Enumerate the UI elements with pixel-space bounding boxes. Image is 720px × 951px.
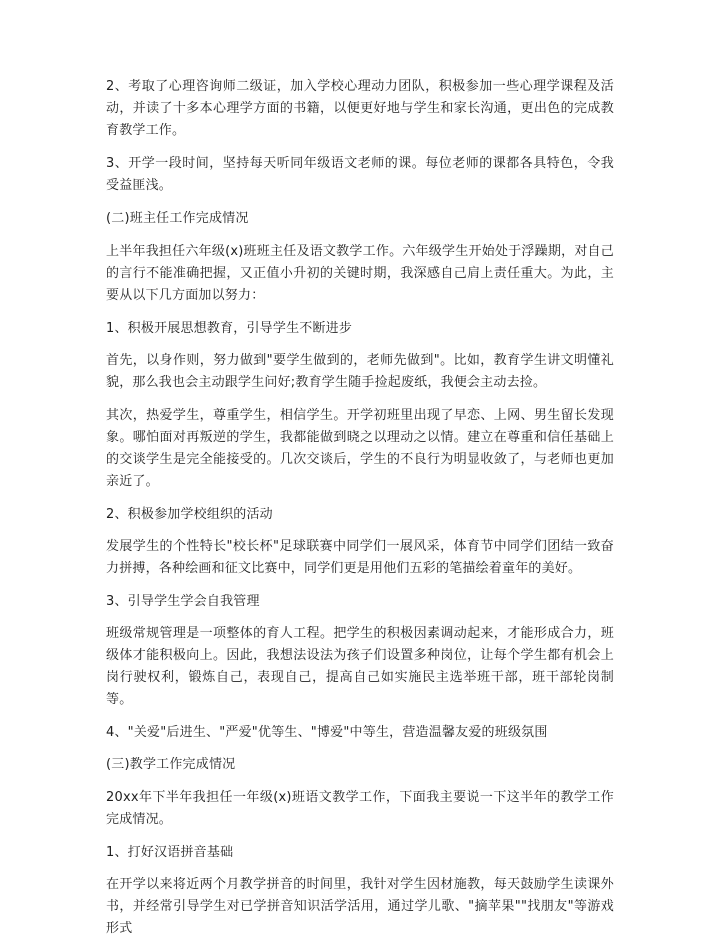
subheading-pinyin-foundation: 1、打好汉语拼音基础 xyxy=(106,845,234,860)
subheading-care-for-students: 4、"关爱"后进生、"严爱"优等生、"博爱"中等生，营造温馨友爱的班级氛围 xyxy=(106,725,548,740)
paragraph-second-love-students: 其次，热爱学生，尊重学生，相信学生。开学初班里出现了早恋、上网、男生留长发现象。哪怕面对再叛逆的学生，我都能做到晓之以理动之以情。建立在尊重和信任基础上的交谈学生是完全能接受的。几次交谈后，学生的不良行为明显收敛了，与老师也更加亲近了。 xyxy=(106,408,614,489)
paragraph-item-3: 3、开学一段时间，坚持每天听同年级语文老师的课。每位老师的课都各具特色，令我受益匪浅。 xyxy=(106,156,614,193)
section-heading-class-teacher: (二)班主任工作完成情况 xyxy=(106,211,249,226)
paragraph-pinyin-teaching: 在开学以来将近两个月教学拼音的时间里，我针对学生因材施教，每天鼓励学生读课外书，并经常引导学生对已学拼音知识活学活用，通过学儿歌、"摘苹果""找朋友"等游戏形式 xyxy=(106,877,614,936)
section-heading-teaching: (三)教学工作完成情况 xyxy=(106,757,236,772)
document-body xyxy=(106,76,614,951)
paragraph-teaching-intro: 20xx年下半年我担任一年级(x)班语文教学工作，下面我主要说一下这半年的教学工作完成情况。 xyxy=(106,790,614,827)
paragraph-item-2: 2、考取了心理咨询师二级证，加入学校心理动力团队，积极参加一些心理学课程及活动，并读了十多本心理学方面的书籍，以便更好地与学生和家长沟通，更出色的完成教育教学工作。 xyxy=(106,79,614,138)
paragraph-class-management: 班级常规管理是一项整体的育人工程。把学生的积极因素调动起来，才能形成合力，班级体才能积极向上。因此，我想法设法为孩子们设置多种岗位，让每个学生都有机会上岗行驶权利，锻炼自己，表现自己，提高自己如实施民主选举班干部，班干部轮岗制等。 xyxy=(106,626,614,707)
subheading-self-management: 3、引导学生学会自我管理 xyxy=(106,594,260,609)
subheading-school-activities: 2、积极参加学校组织的活动 xyxy=(106,507,273,522)
paragraph-first-lead-by-example: 首先，以身作则，努力做到"要学生做到的，老师先做到"。比如，教育学生讲文明懂礼貌，那么我也会主动跟学生问好;教育学生随手捡起废纸，我便会主动去捡。 xyxy=(106,353,614,390)
subheading-ideological-education: 1、积极开展思想教育，引导学生不断进步 xyxy=(106,321,353,336)
paragraph-class-teacher-intro: 上半年我担任六年级(x)班班主任及语文教学工作。六年级学生开始处于浮躁期，对自己的言行不能准确把握，又正值小升初的关键时期，我深感自己肩上责任重大。为此，主要从以下几方面加以努力： xyxy=(106,244,614,303)
paragraph-activities: 发展学生的个性特长"校长杯"足球联赛中同学们一展风采，体育节中同学们团结一致奋力拼搏，各种绘画和征文比赛中，同学们更是用他们五彩的笔描绘着童年的美好。 xyxy=(106,539,614,576)
